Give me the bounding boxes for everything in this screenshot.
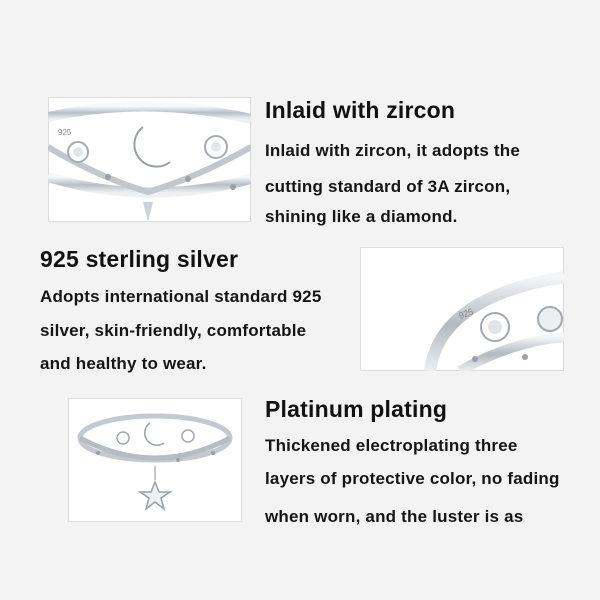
ring-full-view-photo: [68, 398, 242, 522]
section-text-zircon-line-3: shining like a diamond.: [265, 207, 458, 226]
ring-side-closeup-image: [360, 247, 564, 371]
section-title-silver: 925 sterling silver: [40, 246, 239, 272]
section-text-silver-line-3: and healthy to wear.: [40, 354, 207, 373]
section-text-platinum-line-1: Thickened electroplating three: [265, 436, 518, 455]
section-text-silver-line-2: silver, skin-friendly, comfortable: [40, 321, 307, 340]
section-text-zircon-line-1: Inlaid with zircon, it adopts the: [265, 141, 520, 160]
ring-closeup-moon-image: [48, 97, 251, 222]
section-text-silver-line-1: Adopts international standard 925: [40, 287, 322, 306]
section-title-zircon: Inlaid with zircon: [265, 97, 456, 123]
ring-engraving-text: 925: [58, 128, 72, 137]
ring-closeup-moon-photo: [48, 97, 251, 222]
ring-engraving-text-2: 925: [457, 306, 475, 321]
section-text-zircon-line-2: cutting standard of 3A zircon,: [265, 177, 511, 196]
section-text-platinum-line-2: layers of protective color, no fading: [265, 469, 560, 488]
section-text-platinum-line-3: when worn, and the luster is as: [265, 507, 524, 526]
ring-full-view-image: [68, 398, 242, 522]
section-title-platinum: Platinum plating: [265, 396, 448, 422]
ring-side-closeup-photo: [360, 247, 564, 371]
